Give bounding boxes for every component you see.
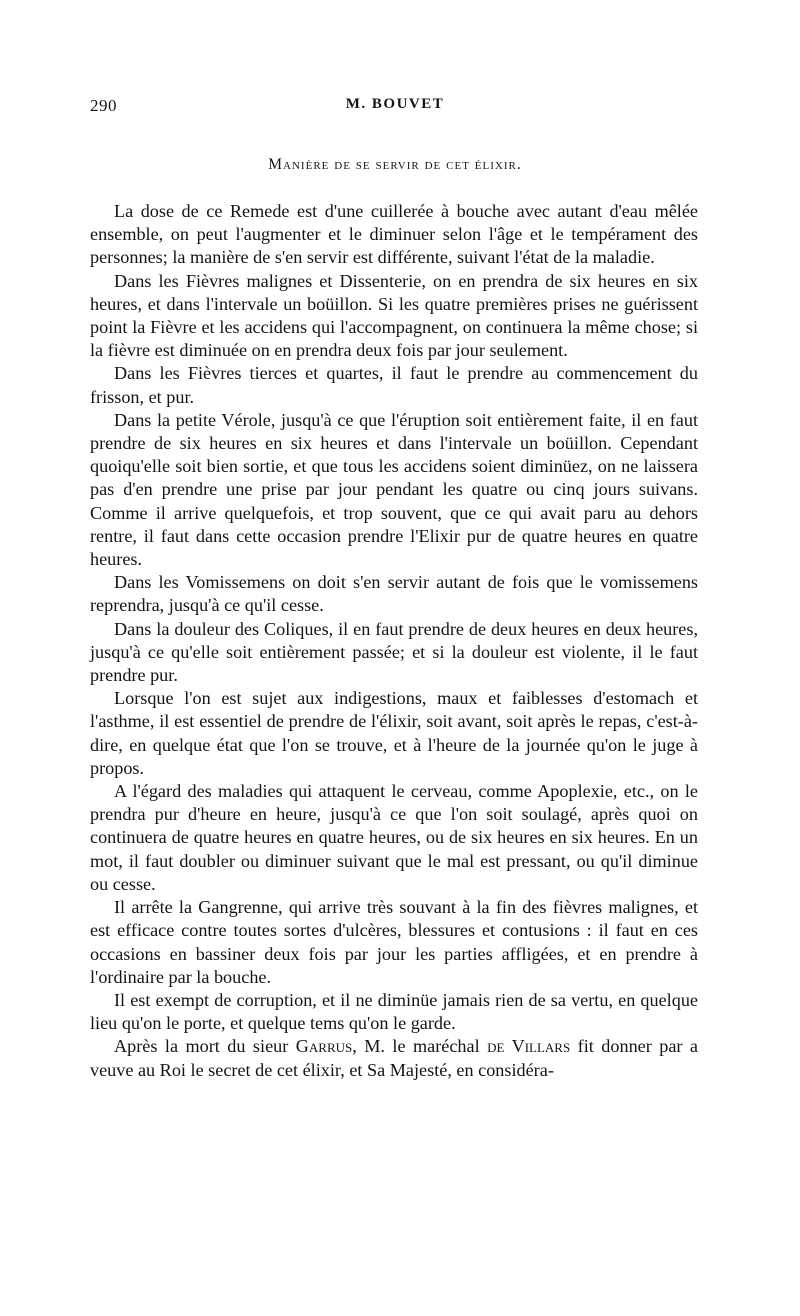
- paragraph-vomissemens: Dans les Vomissemens on doit s'en servir autant de fois que le vomissemens reprendra, jusqu'à ce qu'il cesse.: [90, 572, 698, 616]
- garrus-text-2: , M. le maréchal: [352, 1036, 488, 1057]
- paragraph-corruption: Il est exempt de corruption, et il ne diminüe jamais rien de sa vertu, en quelque lieu qu'on le porte, et quelque tems qu'on le garde.: [90, 989, 698, 1034]
- section-title: Manière de se servir de cet élixir.: [268, 156, 522, 173]
- page-header: [90, 96, 700, 120]
- garrus-text-3: fit donner par a veuve au Roi le secret de cet élixir, et Sa Majesté, en considéra-: [90, 1036, 699, 1080]
- paragraph-indigestions: Lorsque l'on est sujet aux indigestions, maux et faiblesses d'estomach et l'asthme, il est essentiel de prendre de l'élixir, soit avant, soit après le repas, c'est-à-dire, en quelque état que l'on se trouve, et à l'heure de la journée qu'on le juge à propos.: [90, 688, 698, 778]
- paragraph-fievres-malignes: Dans les Fièvres malignes et Dissenterie, on en prendra de six heures en six heures, et dans l'intervale un boüillon. Si les quatre premières prises ne guérissent point la Fièvre et les accidens qui l'accompagnent, on continuera la même chose; si la fièvre est diminuée on en prendra deux fois par jour seulement.: [90, 270, 698, 361]
- paragraph-dose: La dose de ce Remede est d'une cuillerée à bouche avec autant d'eau mêlée ensemble, on peut l'augmenter et le diminuer selon l'âge et le tempérament des personnes; la manière de s'en servir est différente, suivant l'état de la maladie.: [90, 201, 698, 268]
- garrus-name: Garrus: [295, 1036, 353, 1057]
- paragraph-garrus: [90, 1035, 698, 1081]
- page-number: 290: [90, 96, 117, 115]
- paragraph-fievres-tierces: Dans les Fièvres tierces et quartes, il faut le prendre au commencement du frisson, et pur.: [90, 363, 698, 407]
- body-text: [90, 200, 698, 1082]
- paragraph-gangrenne: Il arrête la Gangrenne, qui arrive très souvant à la fin des fièvres malignes, et est efficace contre toutes sortes d'ulcères, blessures et contusions : il faut en ces occasions en bassiner deux fois par jour les parties affligées, et en prendre à l'ordinaire par la bouche.: [90, 897, 698, 987]
- paragraph-coliques: Dans la douleur des Coliques, il en faut prendre de deux heures en deux heures, jusqu'à ce qu'elle soit entièrement passée; et si la douleur est violente, il le faut prendre pur.: [90, 618, 698, 686]
- paragraph-cerveau: A l'égard des maladies qui attaquent le cerveau, comme Apoplexie, etc., on le prendra pur d'heure en heure, jusqu'à ce que l'on soit soulagé, après quoi on continuera de quatre heures en quatre heures, ou de six heures en six heures. En un mot, il faut doubler ou diminuer suivant que le mal est pressant, ou qu'il diminue ou cesse.: [90, 781, 698, 894]
- running-head: M. BOUVET: [345, 96, 445, 112]
- paragraph-petite-verole: Dans la petite Vérole, jusqu'à ce que l'éruption soit entièrement faite, il en faut prendre de six heures en six heures et dans l'intervale un boüillon. Cependant quoiqu'elle soit bien sortie, et que tous les accidens soient diminüez, on ne laissera pas d'en prendre une prise par jour pendant les quatre ou cinq jours suivans. Comme il arrive quelquefois, et trop souvent, que ce qui avait paru au dehors rentre, il faut dans cette occasion prendre l'Elixir pur de quatre heures en quatre heures.: [90, 409, 698, 570]
- villars-name: de Villars: [487, 1036, 571, 1057]
- garrus-text-1: Après la mort du sieur: [114, 1036, 296, 1057]
